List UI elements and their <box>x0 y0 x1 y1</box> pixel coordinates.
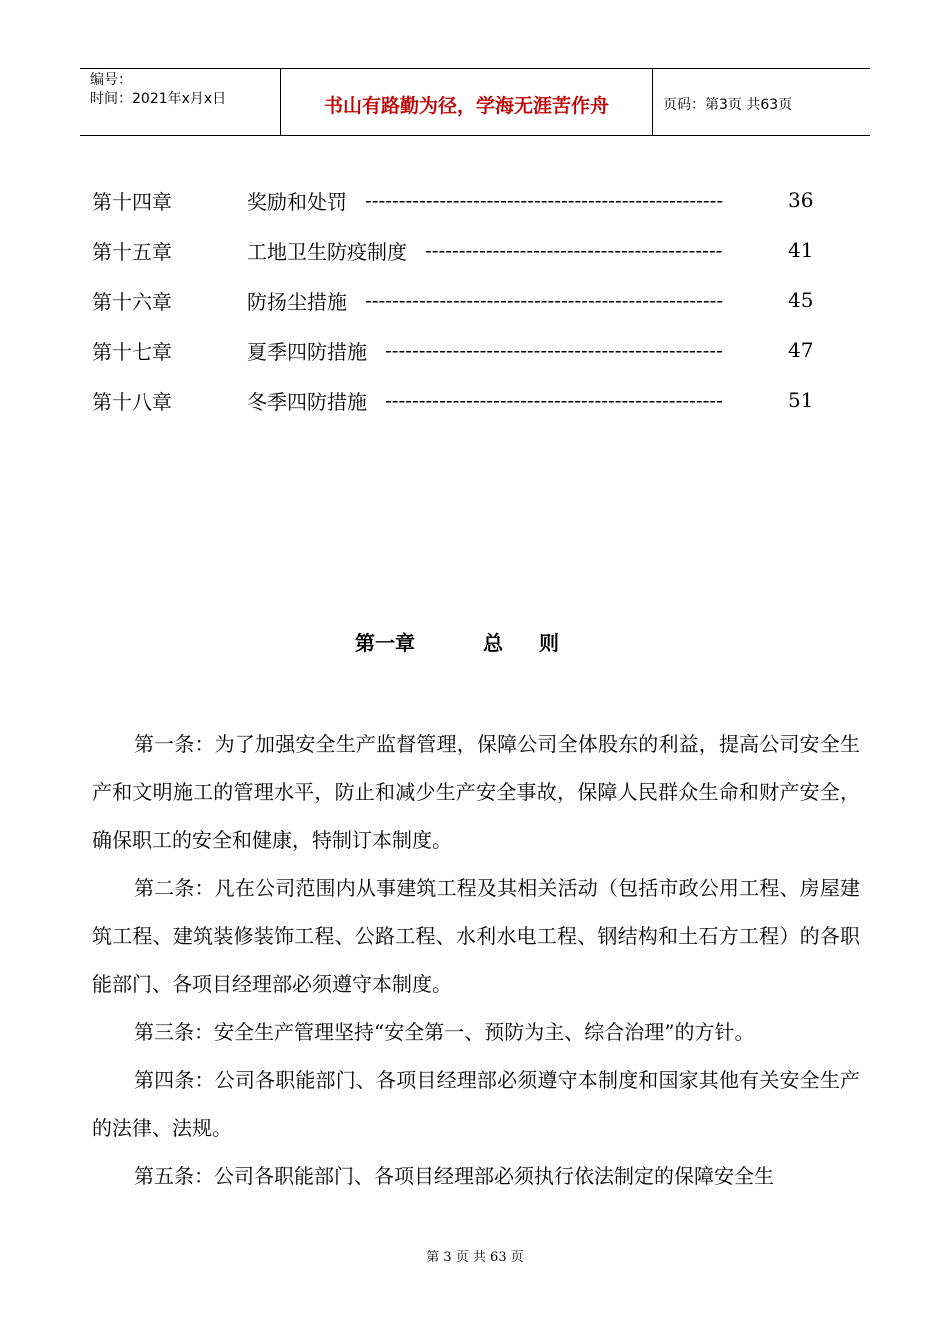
article-paragraph: 第一条：为了加强安全生产监督管理，保障公司全体股东的利益，提高公司安全生产和文明施工的管理水平，防止和减少生产安全事故，保障人民群众生命和财产安全，确保职工的安全和健康，特制订本制度。 <box>92 732 860 852</box>
document-date: 时间：2021年x月x日 <box>90 91 227 107</box>
toc-page-number: 47 <box>788 338 814 362</box>
toc-page-number: 51 <box>788 388 814 412</box>
page-footer: 第 3 页 共 63 页 <box>426 1250 524 1265</box>
toc-page-number: 41 <box>788 238 814 262</box>
toc-entry[interactable] <box>92 275 812 325</box>
chapter-number: 第一章 <box>355 631 415 655</box>
toc-leader: -------------------------------------------- <box>425 238 723 262</box>
toc-leader: -------------------------------------------------- <box>385 338 723 362</box>
document-number-label: 编号： <box>90 72 132 88</box>
toc-leader: -------------------------------------------------- <box>385 388 723 412</box>
table-of-contents <box>92 175 812 425</box>
toc-title: 奖励和处罚 <box>247 189 347 214</box>
toc-title: 夏季四防措施 <box>247 339 367 364</box>
toc-chapter: 第十六章 <box>92 289 172 314</box>
toc-title: 工地卫生防疫制度 <box>247 239 407 264</box>
article-paragraph: 第二条：凡在公司范围内从事建筑工程及其相关活动（包括市政公用工程、房屋建筑工程、建筑装修装饰工程、公路工程、水利水电工程、钢结构和土石方工程）的各职能部门、各项目经理部必须遵守本制度。 <box>92 876 860 996</box>
article-paragraph: 第三条：安全生产管理坚持“安全第一、预防为主、综合治理”的方针。 <box>134 1020 755 1044</box>
toc-chapter: 第十八章 <box>92 389 172 414</box>
header-motto: 书山有路勤为径，学海无涯苦作舟 <box>281 69 653 135</box>
article-paragraph: 第五条：公司各职能部门、各项目经理部必须执行依法制定的保障安全生 <box>134 1164 774 1188</box>
toc-chapter: 第十七章 <box>92 339 172 364</box>
toc-title: 冬季四防措施 <box>247 389 367 414</box>
toc-chapter: 第十四章 <box>92 189 172 214</box>
toc-entry[interactable] <box>92 175 812 225</box>
chapter-heading <box>0 627 950 656</box>
toc-page-number: 45 <box>788 288 814 312</box>
chapter-title: 总则 <box>483 631 595 655</box>
toc-title: 防扬尘措施 <box>247 289 347 314</box>
toc-entry[interactable] <box>92 325 812 375</box>
toc-entry[interactable] <box>92 375 812 425</box>
toc-page-number: 36 <box>788 188 814 212</box>
document-body <box>92 720 860 1200</box>
header-meta <box>80 69 281 135</box>
header-page-info: 页码：第3页 共63页 <box>663 97 793 113</box>
article-paragraph: 第四条：公司各职能部门、各项目经理部必须遵守本制度和国家其他有关安全生产的法律、法规。 <box>92 1068 860 1140</box>
toc-leader: ----------------------------------------------------- <box>365 188 724 212</box>
toc-entry[interactable] <box>92 225 812 275</box>
toc-leader: ----------------------------------------------------- <box>365 288 724 312</box>
toc-chapter: 第十五章 <box>92 239 172 264</box>
page-header <box>80 68 870 136</box>
